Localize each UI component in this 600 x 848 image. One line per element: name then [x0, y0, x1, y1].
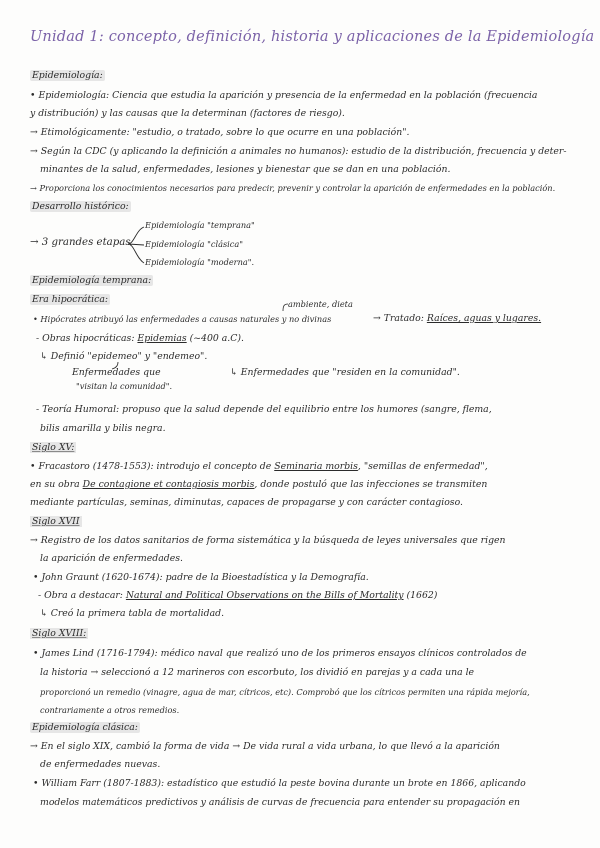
s6-line-1b: la historia → seleccionó a 12 marineros con escorbuto, los dividió en parejas y a cada una le	[40, 667, 475, 678]
s3-line-4: Enfermedades que	[72, 367, 161, 378]
page-title: Unidad 1: concepto, definición, historia y aplicaciones de la Epidemiología	[30, 29, 595, 45]
s6-line-1a: • James Lind (1716-1794): médico naval que realizó uno de los primeros ensayos clínicos controlados de	[33, 648, 527, 659]
s3-tratado: → Tratado: Raíces, aguas y lugares.	[373, 313, 542, 324]
s7-line-2b: modelos matemáticos predictivos y análisis de curvas de frecuencia para entender su propagación en	[40, 797, 521, 808]
s1-line-3b: minantes de la salud, enfermedades, lesiones y bienestar que se dan en una población.	[40, 164, 451, 175]
heading-epidemiologia-clasica: Epidemiología clásica:	[32, 722, 138, 733]
ambiente-arrow	[283, 304, 288, 311]
s5-line-3: - Obra a destacar: Natural and Political Observations on the Bills of Mortality (1662)	[38, 590, 438, 601]
s1-line-2: → Etimológicamente: "estudio, o tratado, sobre lo que ocurre en una población".	[30, 127, 410, 138]
etapa-temprana: Epidemiología "temprana"	[145, 220, 255, 230]
heading-siglo-xviii: Siglo XVIII:	[32, 628, 87, 639]
s4-line-3: mediante partículas, seminas, diminutas, capaces de propagarse y con carácter contagioso.	[30, 497, 463, 508]
epidemeo-arrow	[112, 362, 118, 369]
s1-line-4: → Proporciona los conocimientos necesarios para predecir, prevenir y controlar la aparición de enfermedades en la población.	[30, 183, 556, 193]
s1-line-3a: → Según la CDC (y aplicando la definición a animales no humanos): estudio de la distribución, frecuencia y deter-	[30, 146, 567, 157]
s1-line-1b: y distribución) y las causas que la determinan (factores de riesgo).	[30, 108, 345, 119]
heading-era-hipocratica: Era hipocrática:	[32, 294, 109, 305]
s3-line-6b: bilis amarilla y bilis negra.	[40, 423, 166, 434]
s4-line-2: en su obra De contagione et contagiosis morbis, donde postuló que las infecciones se transmiten	[30, 479, 488, 490]
s5-line-1b: la aparición de enfermedades.	[40, 553, 183, 564]
etapas-bracket	[128, 227, 144, 263]
s5-line-4: ↳ Creó la primera tabla de mortalidad.	[40, 608, 225, 619]
s3-line-6a: - Teoría Humoral: propuso que la salud depende del equilibrio entre los humores (sangre, flema,	[36, 404, 492, 415]
s4-line-1: • Fracastoro (1478-1553): introdujo el concepto de Seminaria morbis, "semillas de enfermedad",	[30, 461, 488, 472]
heading-desarrollo-historico: Desarrollo histórico:	[32, 201, 129, 212]
s5-line-1a: → Registro de los datos sanitarios de forma sistemática y la búsqueda de leyes universales que rigen	[30, 535, 506, 546]
annotation-ambiente-dieta: ambiente, dieta	[288, 299, 353, 309]
etapa-clasica: Epidemiología "clásica"	[145, 239, 244, 249]
etapas-label: → 3 grandes etapas	[30, 237, 131, 248]
heading-epidemiologia-temprana: Epidemiología temprana:	[32, 275, 152, 286]
s3-line-5: ↳ Enfermedades que "residen en la comunidad".	[230, 367, 460, 378]
heading-epidemiologia: Epidemiología:	[32, 70, 103, 81]
etapa-moderna: Epidemiología "moderna".	[145, 257, 255, 267]
s6-line-1c: proporcionó un remedio (vinagre, agua de mar, cítricos, etc). Comprobó que los cítricos permiten una rápida mejoría,	[40, 687, 530, 697]
heading-siglo-xvii: Siglo XVII	[32, 516, 80, 527]
s5-line-2: • John Graunt (1620-1674): padre de la Bioestadística y la Demografía.	[33, 572, 369, 583]
heading-siglo-xv: Siglo XV:	[32, 442, 75, 453]
s3-line-2: - Obras hipocráticas: Epidemias (~400 a.C).	[36, 333, 244, 344]
s7-line-1a: → En el siglo XIX, cambió la forma de vida → De vida rural a vida urbana, lo que llevó a la aparición	[30, 741, 500, 752]
s1-line-1a: • Epidemiología: Ciencia que estudia la aparición y presencia de la enfermedad en la población (frecuencia	[30, 90, 538, 101]
s7-line-2a: • William Farr (1807-1883): estadístico que estudió la peste bovina durante un brote en 1866, aplicando	[33, 778, 526, 789]
s3-line-4b: "visitan la comunidad".	[76, 381, 173, 391]
s3-line-1: • Hipócrates atribuyó las enfermedades a causas naturales y no divinas	[33, 314, 332, 324]
s6-line-1d: contrariamente a otros remedios.	[40, 705, 180, 715]
s3-line-3: ↳ Definió "epidemeo" y "endemeo".	[40, 351, 208, 362]
s7-line-1b: de enfermedades nuevas.	[40, 759, 161, 770]
